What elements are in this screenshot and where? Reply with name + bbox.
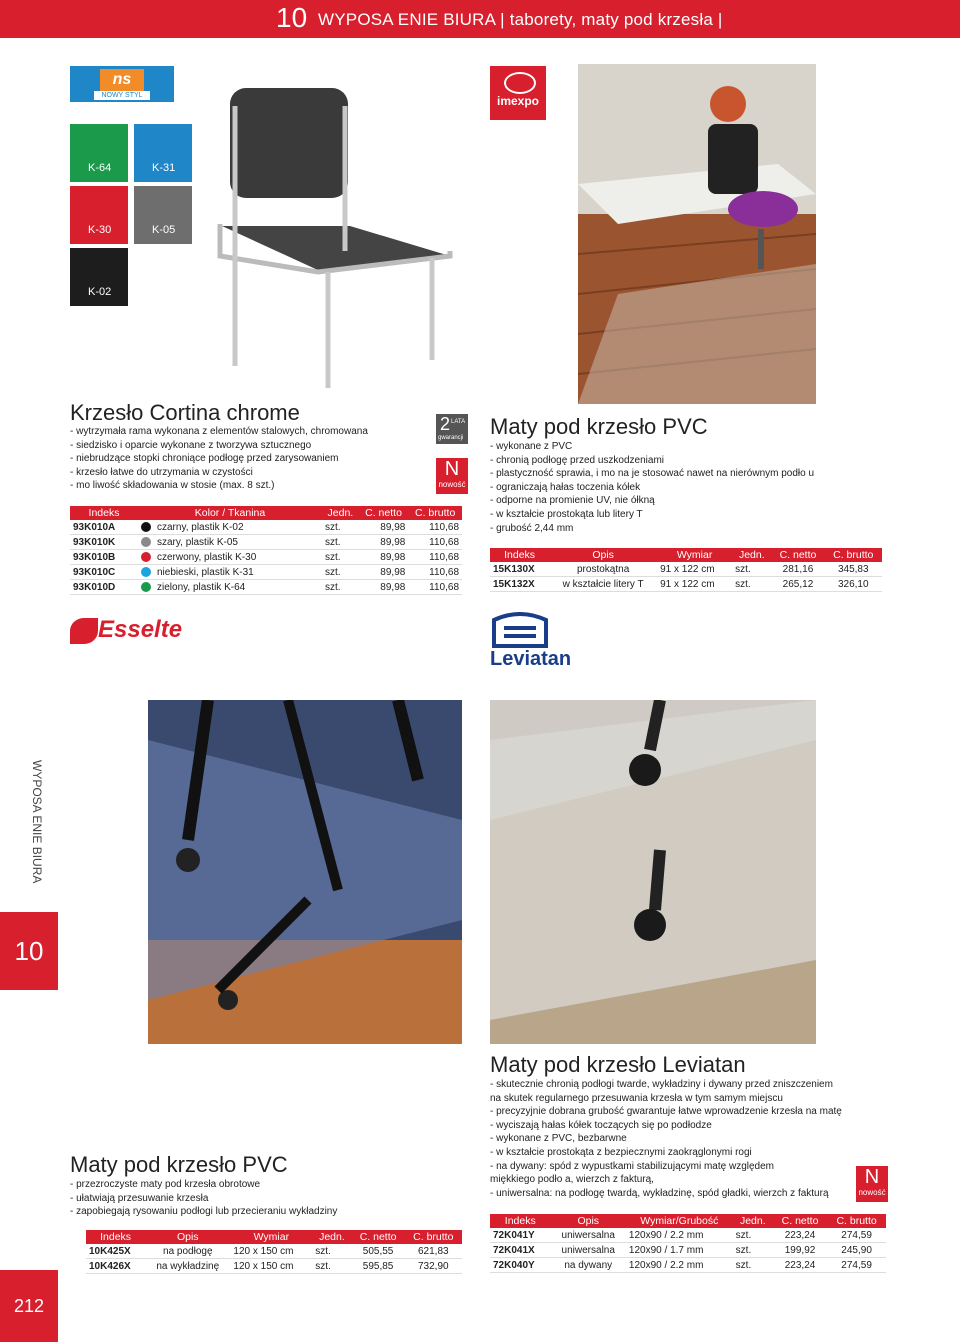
swatch-k64: K-64 bbox=[70, 124, 128, 182]
pvc-bottom-title: Maty pod krzesło PVC bbox=[70, 1152, 288, 1177]
pvc-bottom-price-table: Indeks Opis Wymiar Jedn. C. netto C. brutto 10K425X na podłogę 120 x 150 cm szt. 505,55 621,83 10K426X na wykładzinę 120 x 150 cm szt. 595,85 732,90 bbox=[86, 1230, 462, 1274]
imexpo-logo: imexpo bbox=[490, 66, 546, 120]
table-row: 10K425X na podłogę 120 x 150 cm szt. 505,55 621,83 bbox=[86, 1244, 462, 1259]
table-row: 93K010A czarny, plastik K-02 szt. 89,98 110,68 bbox=[70, 520, 462, 535]
table-row: 72K041X uniwersalna 120x90 / 1.7 mm szt. 199,92 245,90 bbox=[490, 1243, 886, 1258]
header-number: 10 bbox=[276, 2, 308, 33]
new-badge: N nowość bbox=[436, 458, 468, 494]
nowy-styl-logo: ns NOWY STYL bbox=[70, 66, 174, 102]
page-header bbox=[0, 0, 960, 38]
office-photo bbox=[578, 64, 816, 404]
leviatan-logo: Leviatan bbox=[490, 612, 584, 670]
table-row: 10K426X na wykładzinę 120 x 150 cm szt. 595,85 732,90 bbox=[86, 1259, 462, 1274]
side-chapter-label: WYPOSA ENIE BIURA bbox=[30, 760, 44, 884]
mat-photo-right bbox=[490, 700, 816, 1044]
new-badge-leviatan: N nowość bbox=[856, 1166, 888, 1202]
pvc-top-title: Maty pod krzesło PVC bbox=[490, 414, 708, 439]
leviatan-description: - skutecznie chronią podłogi twarde, wykładziny i dywany przed zniszczeniem na skutek regularnego przesuwania krzesła w tym samym miejscu - precyzyjnie dobrana grubość gwarantuje łatwe wprowadzenie krzesła na matę - wyciszają hałas kółek toczących się po podłodze - wykonane z PVC, bezbarwne - w kształcie prostokąta z bezpiecznymi zaokrąglonymi rogi - na dywany: spód z wypustkami stabilizującymi matę względem miękkiego podło a, wierzch z fakturą, - uniwersalna: na podłogę twardą, wykładzinę, spód gładki, wierzch z fakturą bbox=[490, 1079, 842, 1199]
chair-image bbox=[200, 76, 454, 412]
mat-photo-left bbox=[148, 700, 462, 1044]
table-row: 72K041Y uniwersalna 120x90 / 2.2 mm szt. 223,24 274,59 bbox=[490, 1228, 886, 1243]
warranty-badge: 2 LATA gwarancji bbox=[436, 414, 468, 444]
swatch-k05: K-05 bbox=[134, 186, 192, 244]
leviatan-price-table: Indeks Opis Wymiar/Grubość Jedn. C. netto C. brutto 72K041Y uniwersalna 120x90 / 2.2 mm szt. 223,24 274,59 72K041X uniwersalna 120x90 / 1.7 mm szt. 199,92 245,90 72K040Y na dywany 120x90 / 2.2 mm szt. 223,24 274,59 bbox=[490, 1214, 886, 1273]
pvc-bottom-description: - przezroczyste maty pod krzesła obrotowe - ułatwiają przesuwanie krzesła - zapobiegają rysowaniu podłogi lub przecieraniu wykładziny bbox=[70, 1179, 338, 1218]
chapter-number: 10 bbox=[0, 912, 58, 990]
table-row: 15K130X prostokątna 91 x 122 cm szt. 281,16 345,83 bbox=[490, 562, 882, 577]
cortina-description: - wytrzymała rama wykonana z elementów stalowych, chromowana - siedzisko i oparcie wykonane z tworzywa sztucznego - niebrudzące stopki chroniące podłogę przed zarysowaniem - krzesło łatwe do utrzymania w czystości - mo liwość składowania w stosie (max. 8 szt.) bbox=[70, 426, 368, 492]
table-row: 72K040Y na dywany 120x90 / 2.2 mm szt. 223,24 274,59 bbox=[490, 1258, 886, 1273]
header-text: WYPOSA ENIE BIURA | taborety, maty pod krzesła | bbox=[318, 10, 723, 29]
swatch-k02: K-02 bbox=[70, 248, 128, 306]
page-number: 212 bbox=[0, 1270, 58, 1342]
pvc-top-description: - wykonane z PVC - chronią podłogę przed uszkodzeniami - plastyczność sprawia, i mo na je stosować nawet na nierównym podło u - ograniczają hałas toczenia kółek - odporne na promienie UV, nie ółkną - w kształcie prostokąta lub litery T - grubość 2,44 mm bbox=[490, 441, 815, 534]
table-row: 93K010D zielony, plastik K-64 szt. 89,98 110,68 bbox=[70, 580, 462, 595]
swatch-k31: K-31 bbox=[134, 124, 192, 182]
cortina-price-table: Indeks Kolor / Tkanina Jedn. C. netto C. brutto 93K010A czarny, plastik K-02 szt. 89,98 110,68 93K010K szary, plastik K-05 szt. 89,98 110,68 93K010B czerwony, plastik K-30 szt. 89,98 110,68 93K010C niebieski, plastik K-31 szt. 89,98 110,68 93K010D zielony, plastik K-64 szt. 89,98 110,68 bbox=[70, 506, 462, 595]
leviatan-title: Maty pod krzesło Leviatan bbox=[490, 1052, 746, 1077]
table-row: 93K010K szary, plastik K-05 szt. 89,98 110,68 bbox=[70, 535, 462, 550]
esselte-logo: Esselte bbox=[70, 614, 200, 648]
table-row: 93K010C niebieski, plastik K-31 szt. 89,98 110,68 bbox=[70, 565, 462, 580]
pvc-top-price-table: Indeks Opis Wymiar Jedn. C. netto C. brutto 15K130X prostokątna 91 x 122 cm szt. 281,16 345,83 15K132X w kształcie litery T 91 x 122 cm szt. 265,12 326,10 bbox=[490, 548, 882, 592]
table-row: 15K132X w kształcie litery T 91 x 122 cm szt. 265,12 326,10 bbox=[490, 577, 882, 592]
cortina-title: Krzesło Cortina chrome bbox=[70, 400, 300, 425]
table-row: 93K010B czerwony, plastik K-30 szt. 89,98 110,68 bbox=[70, 550, 462, 565]
swatch-k30: K-30 bbox=[70, 186, 128, 244]
